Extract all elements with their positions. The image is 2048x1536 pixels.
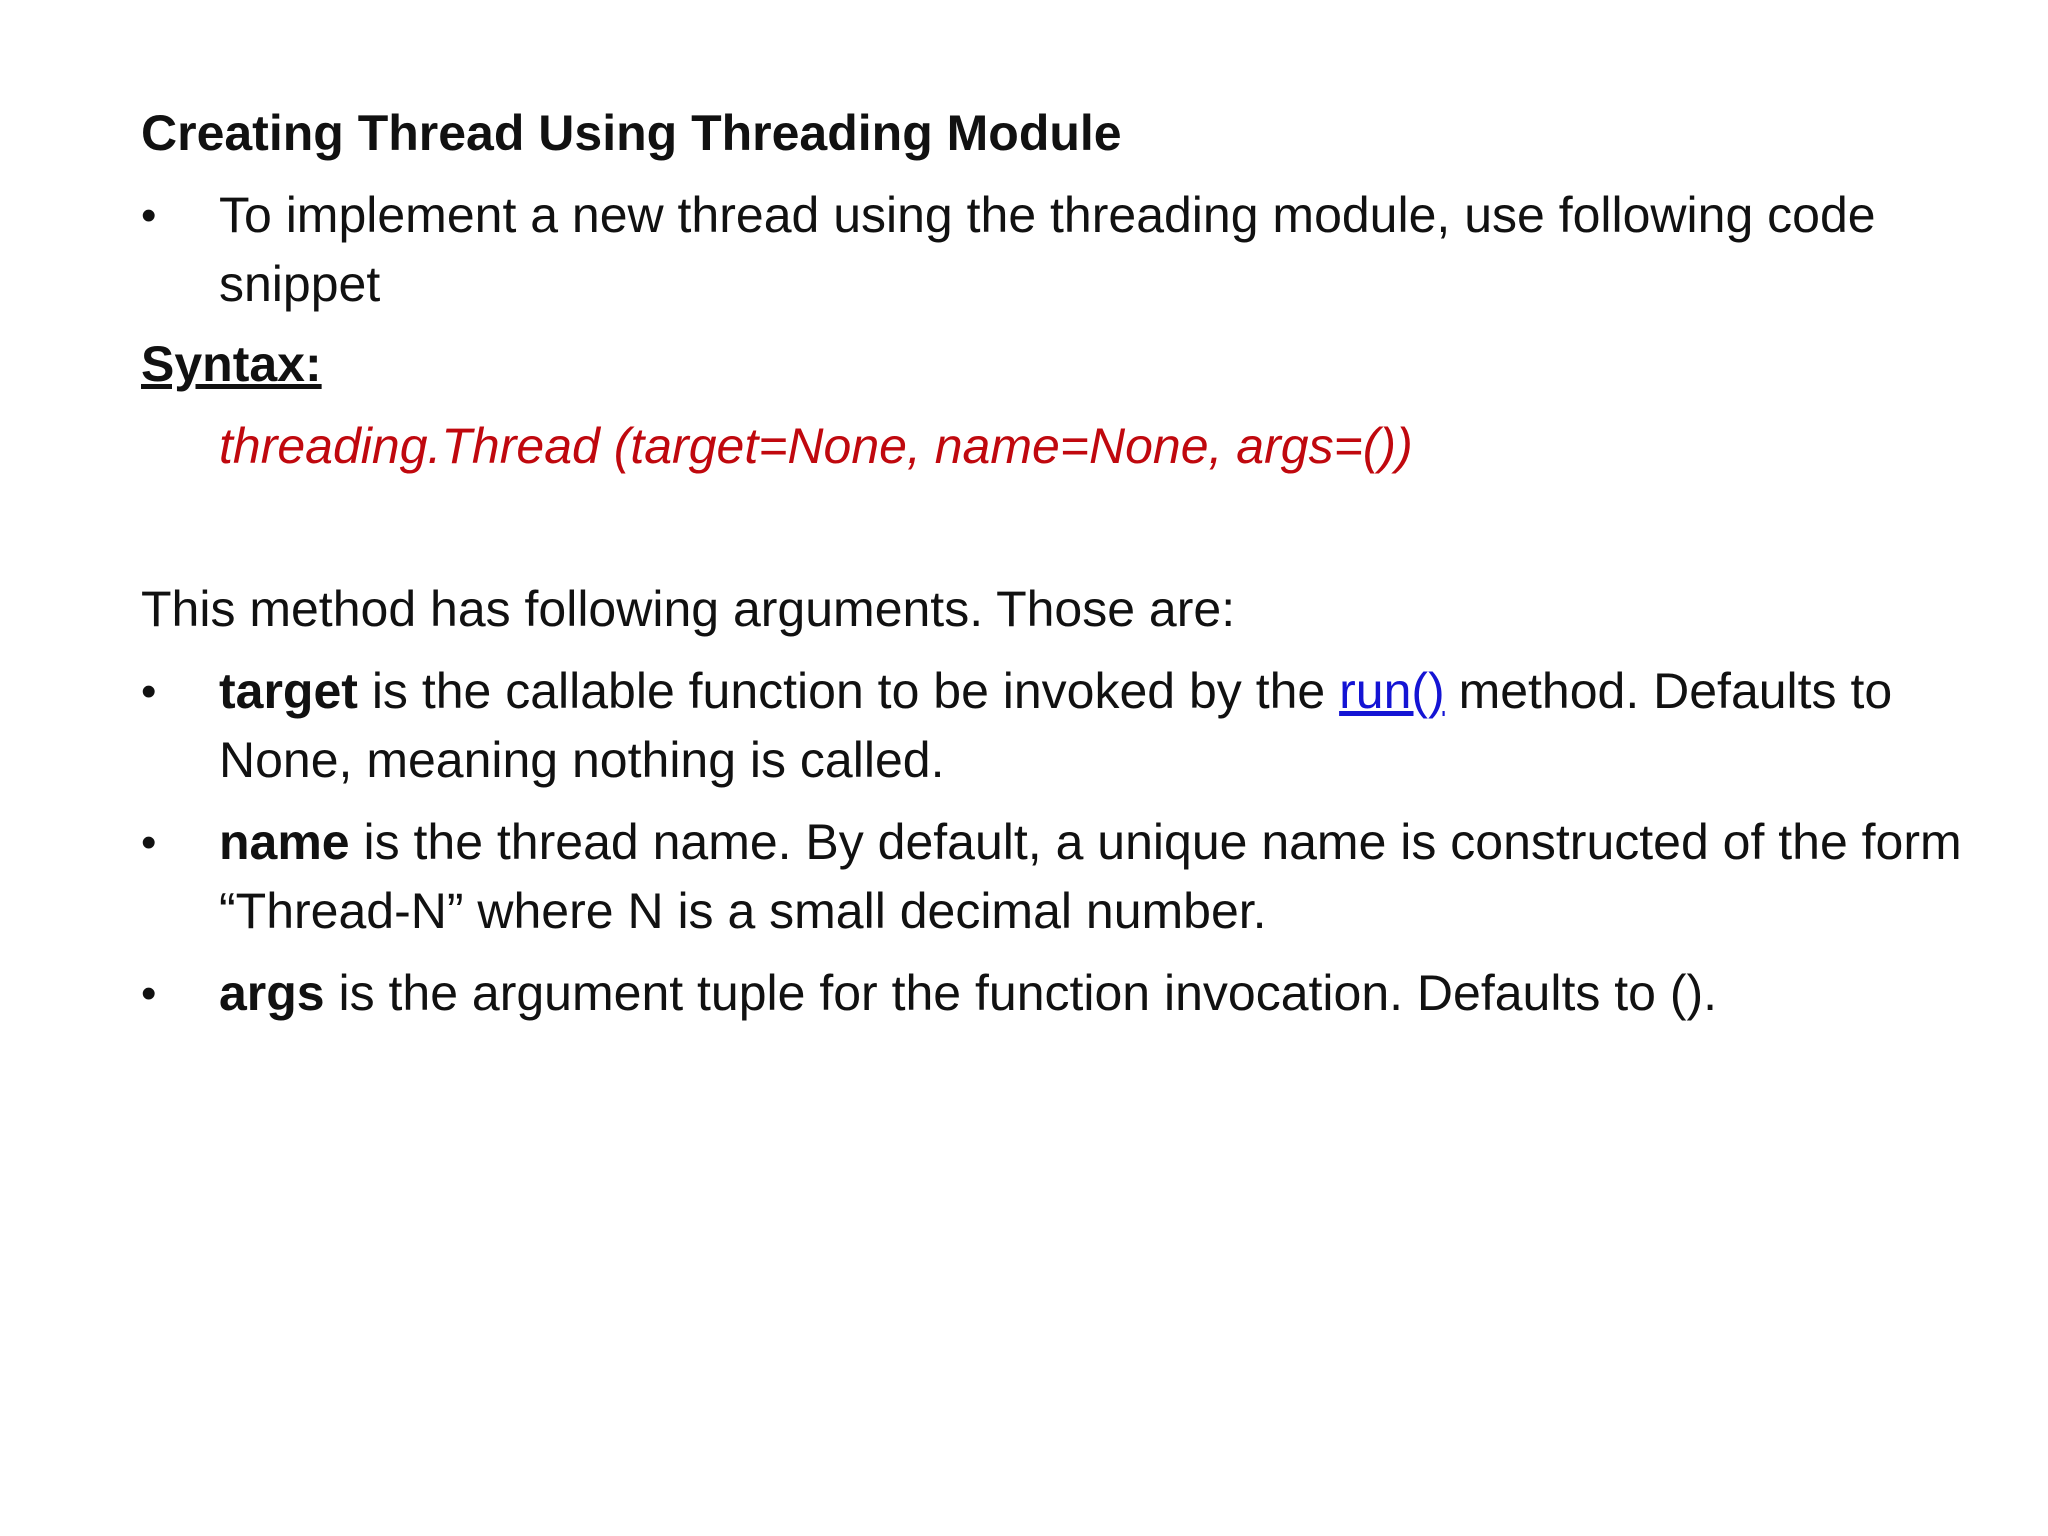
bullet-marker: • xyxy=(141,818,157,867)
bullet-marker: • xyxy=(141,667,157,716)
slide-content xyxy=(141,98,2001,1028)
slide-title: Creating Thread Using Threading Module xyxy=(141,105,1122,161)
arguments-intro: This method has following arguments. Those are: xyxy=(141,581,1236,637)
argument-term: args xyxy=(219,965,325,1021)
argument-text: is the callable function to be invoked by the xyxy=(357,663,1340,719)
argument-text: method. Defaults to None, meaning nothing is called. xyxy=(219,663,1893,788)
bullet-marker: • xyxy=(141,191,157,240)
argument-term: target xyxy=(219,663,358,719)
argument-text: is the thread name. By default, a unique name is constructed of the form “Thread-N” where N is a small decimal number. xyxy=(219,814,1962,939)
bullet-marker: • xyxy=(141,969,157,1018)
bullet-item-args xyxy=(141,959,2001,1028)
argument-term: name xyxy=(219,814,350,870)
run-method-link[interactable]: run() xyxy=(1339,663,1445,719)
bullet-text: To implement a new thread using the threading module, use following code snippet xyxy=(219,187,1876,312)
bullet-item-name xyxy=(141,808,2001,946)
syntax-label: Syntax: xyxy=(141,336,322,392)
bullet-item-target xyxy=(141,657,2001,795)
argument-text: is the argument tuple for the function invocation. Defaults to (). xyxy=(324,965,1718,1021)
bullet-item-intro xyxy=(141,181,2001,319)
syntax-code: threading.Thread (target=None, name=None, args=()) xyxy=(219,418,1413,474)
